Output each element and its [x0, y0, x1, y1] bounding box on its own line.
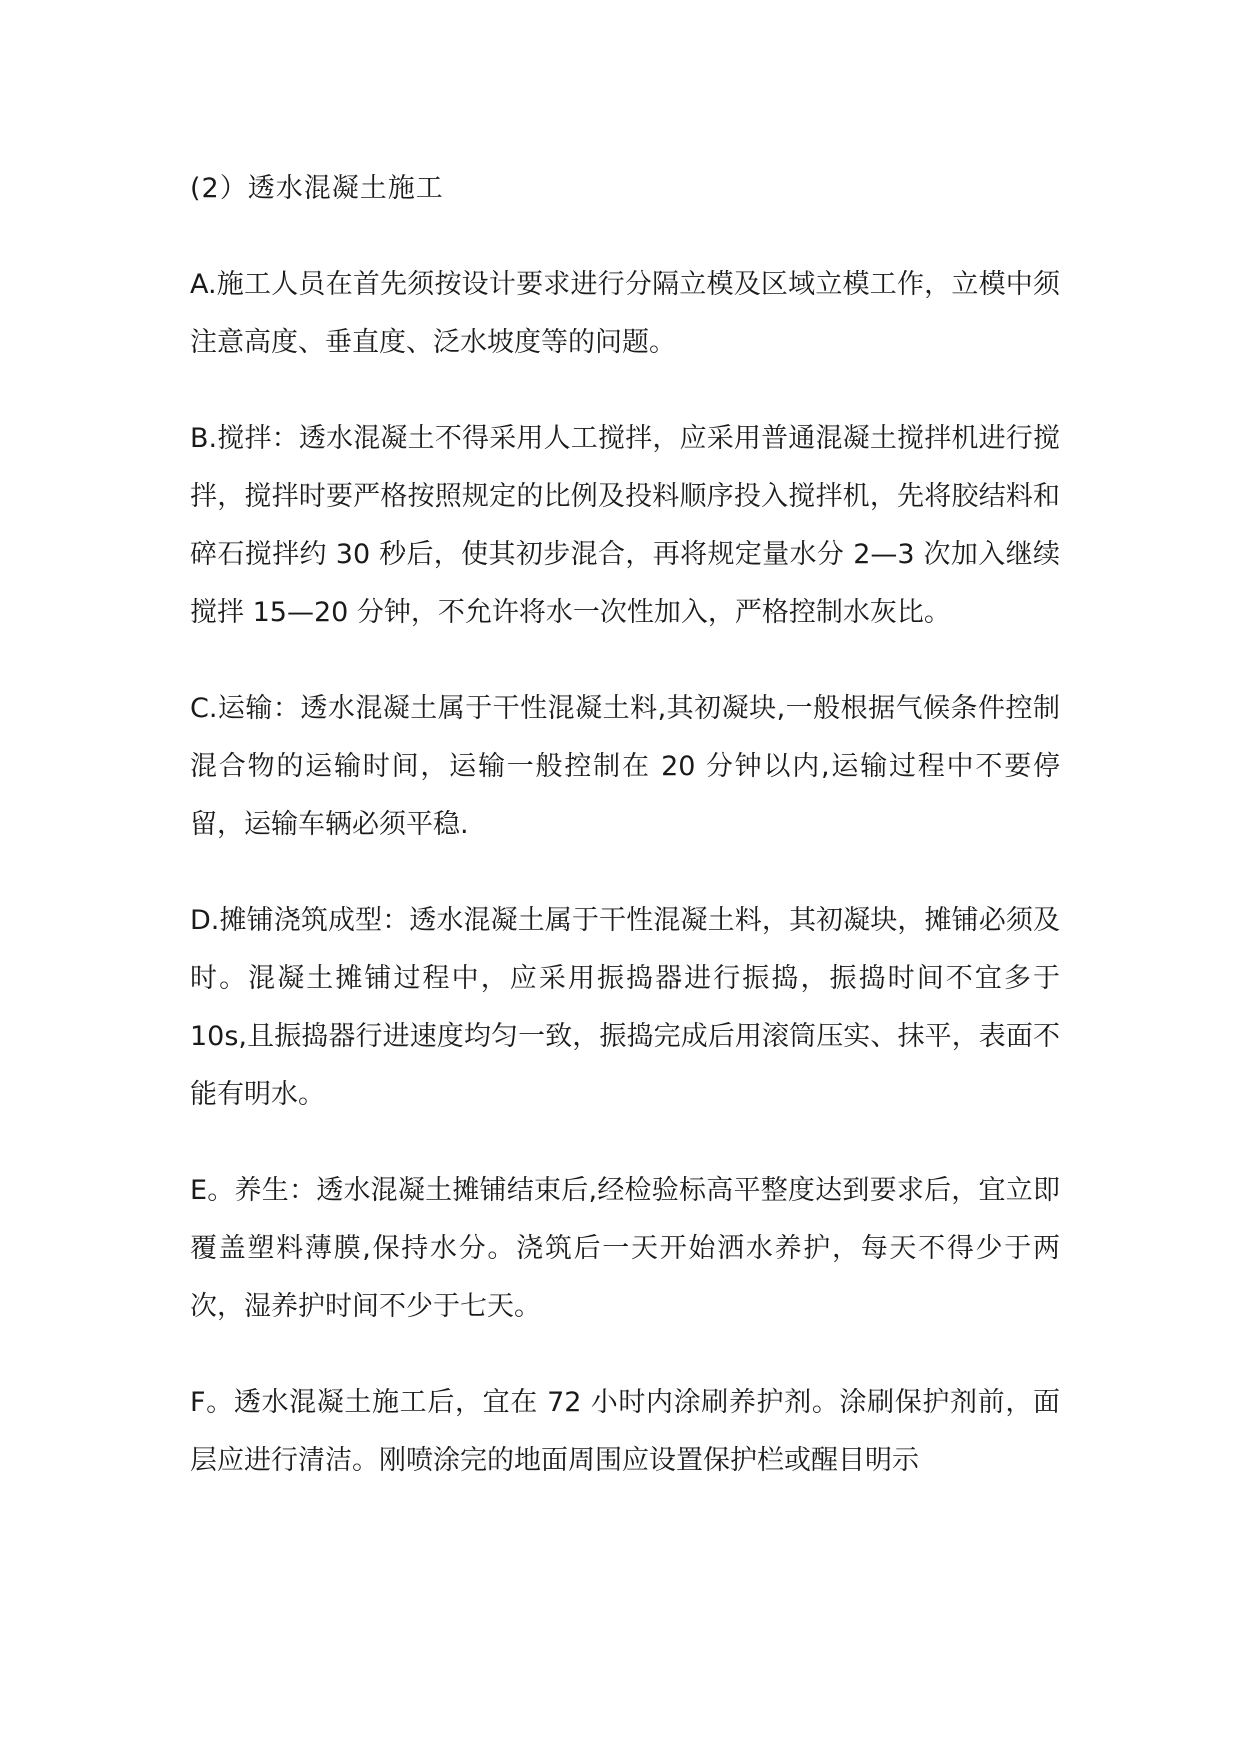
- paragraph-e: E。养生：透水混凝土摊铺结束后,经检验标高平整度达到要求后，宜立即覆盖塑料薄膜,保持水分。浇筑后一天开始洒水养护，每天不得少于两次，湿养护时间不少于七天。: [190, 1175, 1060, 1322]
- document-body: [190, 160, 1060, 1528]
- section-heading: (2）透水混凝土施工: [190, 173, 444, 204]
- paragraph-d: D.摊铺浇筑成型：透水混凝土属于干性混凝土料，其初凝块，摊铺必须及时。混凝土摊铺过程中，应采用振捣器进行振捣，振捣时间不宜多于 10s,且振捣器行进速度均匀一致，振捣完成后用滚筒压实、抹平，表面不能有明水。: [190, 905, 1060, 1110]
- paragraph-f: F。透水混凝土施工后，宜在 72 小时内涂刷养护剂。涂刷保护剂前，面层应进行清洁。刚喷涂完的地面周围应设置保护栏或醒目明示: [190, 1387, 1060, 1476]
- paragraph-b: B.搅拌：透水混凝土不得采用人工搅拌，应采用普通混凝土搅拌机进行搅拌，搅拌时要严格按照规定的比例及投料顺序投入搅拌机，先将胶结料和碎石搅拌约 30 秒后，使其初步混合，再将规定量水分 2—3 次加入继续搅拌 15—20 分钟，不允许将水一次性加入，严格控制水灰比。: [190, 423, 1060, 628]
- paragraph-c: C.运输：透水混凝土属于干性混凝土料,其初凝块,一般根据气候条件控制混合物的运输时间，运输一般控制在 20 分钟以内,运输过程中不要停留，运输车辆必须平稳.: [190, 693, 1060, 840]
- paragraph-a: A.施工人员在首先须按设计要求进行分隔立模及区域立模工作，立模中须注意高度、垂直度、泛水坡度等的问题。: [190, 269, 1060, 358]
